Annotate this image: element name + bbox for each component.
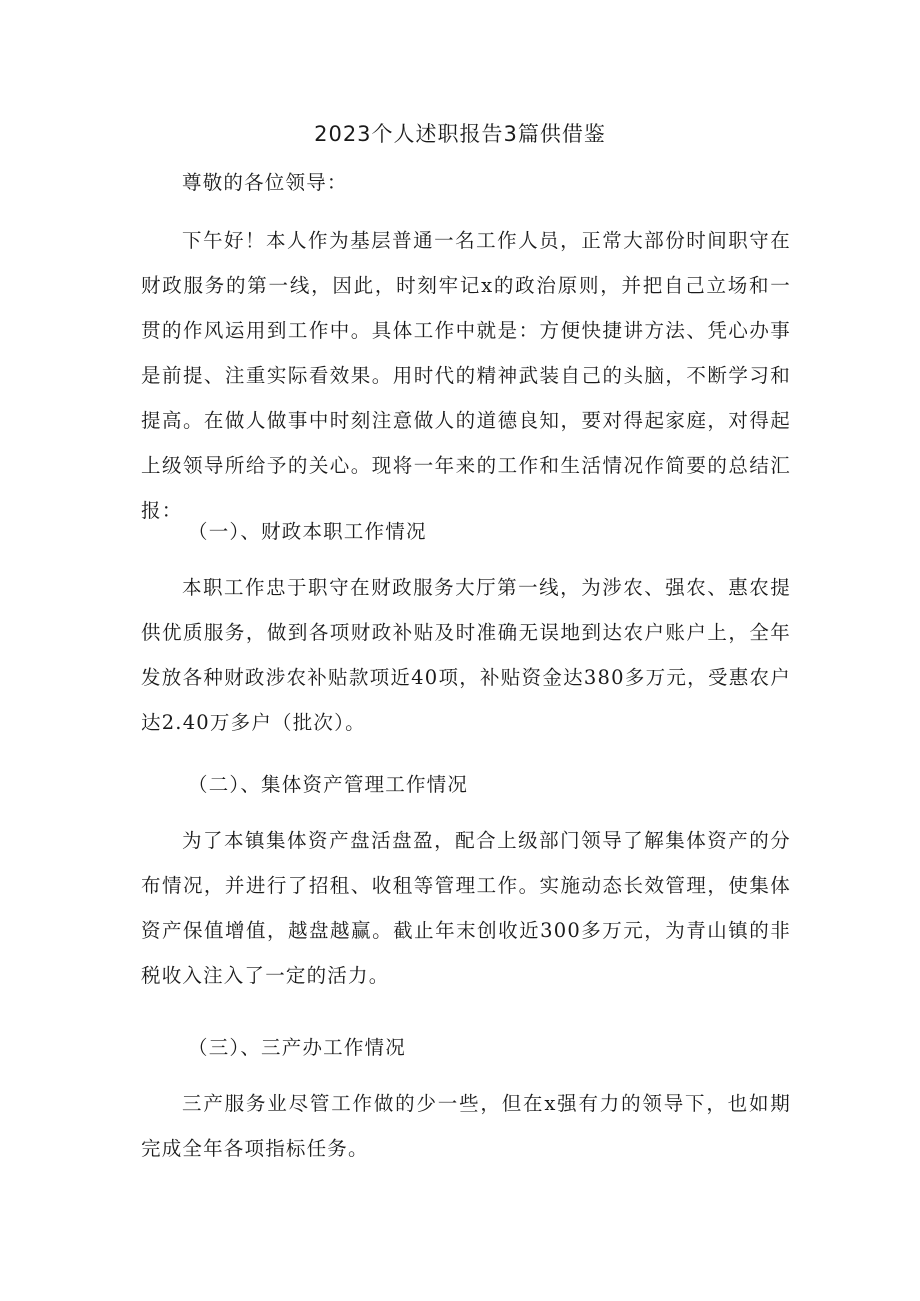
- section-body-2: 为了本镇集体资产盘活盘盈，配合上级部门领导了解集体资产的分布情况，并进行了招租、收租等管理工作。实施动态长效管理，使集体资产保值增值，越盘越赢。截止年末创收近300多万元，为青山镇的非税收入注入了一定的活力。: [141, 829, 791, 987]
- section-heading-2: （二）、集体资产管理工作情况: [188, 773, 469, 796]
- section-heading-3: （三）、三产办工作情况: [188, 1036, 406, 1059]
- intro-paragraph: 下午好！本人作为基层普通一名工作人员，正常大部份时间职守在财政服务的第一线，因此，时刻牢记x的政治原则，并把自己立场和一贯的作风运用到工作中。具体工作中就是：方便快捷讲方法、凭心办事是前提、注重实际看效果。用时代的精神武装自己的头脑，不断学习和提高。在做人做事中时刻注意做人的道德良知，要对得起家庭，对得起上级领导所给予的关心。现将一年来的工作和生活情况作简要的总结汇报：: [141, 229, 791, 522]
- greeting: 尊敬的各位领导：: [182, 171, 348, 194]
- section-body-1: 本职工作忠于职守在财政服务大厅第一线，为涉农、强农、惠农提供优质服务，做到各项财政补贴及时准确无误地到达农户账户上，全年发放各种财政涉农补贴款项近40项，补贴资金达380多万元，受惠农户达2.40万多户（批次）。: [141, 576, 791, 734]
- section-body-3: 三产服务业尽管工作做的少一些，但在x强有力的领导下，也如期完成全年各项指标任务。: [141, 1092, 791, 1160]
- section-heading-1: （一）、财政本职工作情况: [188, 520, 427, 543]
- document-title: 2023个人述职报告3篇供借鉴: [314, 122, 606, 146]
